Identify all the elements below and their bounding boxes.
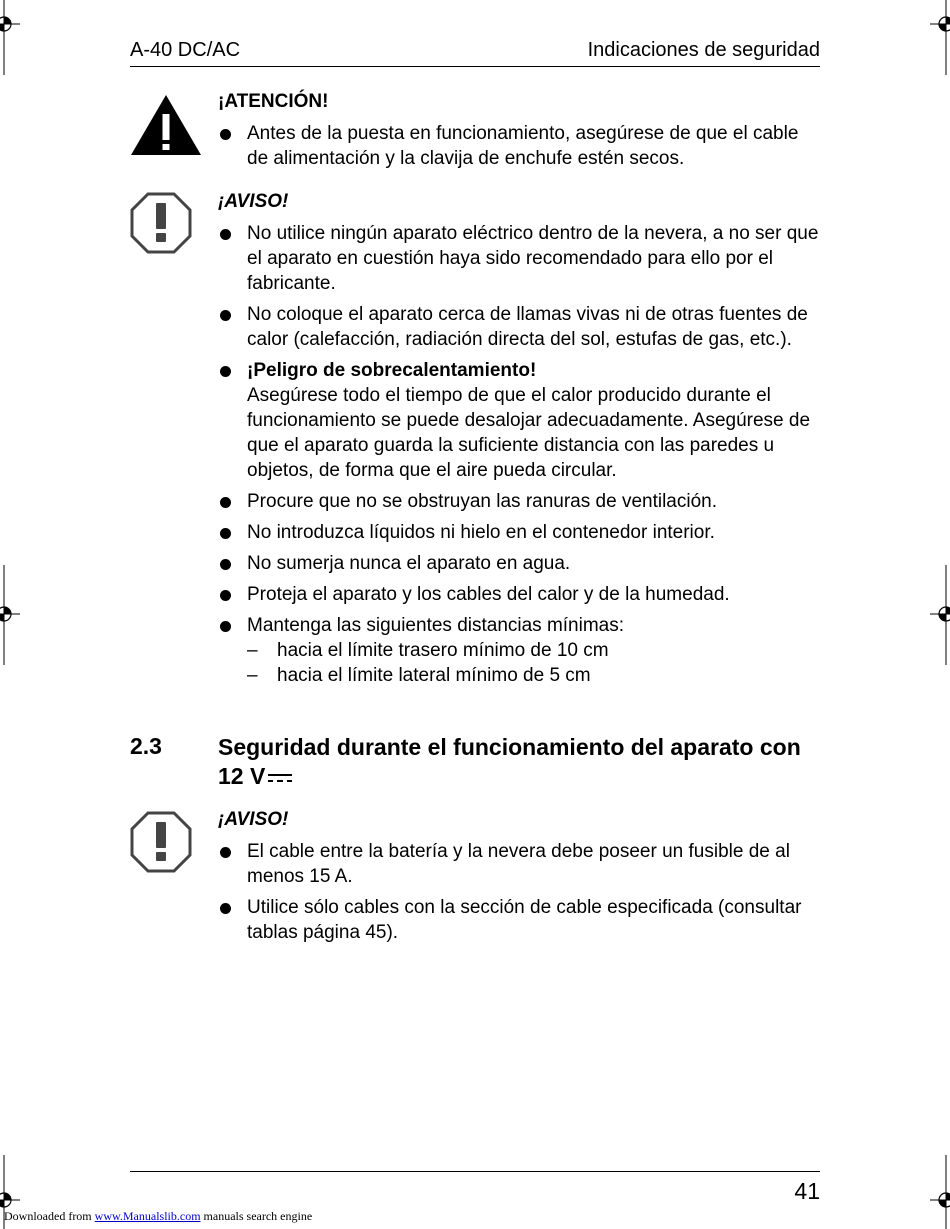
list-item: Antes de la puesta en funcionamiento, asegúrese de que el cable de alimentación y la clavija de enchufe estén secos. (218, 121, 823, 171)
registration-mark-icon (930, 0, 950, 80)
distance-text: hacia el límite trasero mínimo de 10 cm (277, 640, 609, 661)
dc-symbol-icon (267, 771, 293, 785)
notice-octagon-icon (130, 811, 192, 873)
list-item (218, 358, 823, 483)
page-header (130, 38, 820, 67)
registration-mark-icon (0, 565, 20, 665)
overheat-warning-text: Asegúrese todo el tiempo de que el calor producido durante el funcionamiento se puede desalojar adecuadamente. Asegúrese de que el aparato guarda la suficiente distancia con las paredes u objetos, de forma que el aire pueda circular. (247, 385, 811, 481)
dash-marker: – (247, 665, 258, 686)
warning-title: ¡ATENCIÓN! (218, 91, 329, 112)
distance-item (247, 663, 823, 688)
notice-title: ¡AVISO! (218, 809, 289, 830)
list-item: Proteja el aparato y los cables del calor y de la humedad. (218, 582, 823, 607)
notice-list (218, 221, 823, 694)
section-title (218, 733, 818, 791)
registration-mark-icon (930, 565, 950, 665)
warning-triangle-icon (130, 94, 202, 156)
registration-mark-icon (0, 0, 20, 80)
distances-intro: Mantenga las siguientes distancias mínimas: (247, 615, 625, 636)
list-item: Procure que no se obstruyan las ranuras de ventilación. (218, 489, 823, 514)
header-section-title: Indicaciones de seguridad (587, 39, 820, 61)
footer-divider (130, 1171, 820, 1172)
overheat-warning-title: ¡Peligro de sobrecalentamiento! (247, 360, 537, 381)
list-item: No coloque el aparato cerca de llamas vivas ni de otras fuentes de calor (calefacción, radiación directa del sol, estufas de gas, etc.). (218, 302, 823, 352)
manualslib-link[interactable]: www.Manualslib.com (94, 1209, 201, 1223)
download-note-suffix: manuals search engine (200, 1209, 313, 1223)
notice-title: ¡AVISO! (218, 191, 289, 212)
warning-list (218, 121, 823, 177)
distance-text: hacia el límite lateral mínimo de 5 cm (277, 665, 591, 686)
registration-mark-icon (930, 1155, 950, 1229)
header-model: A-40 DC/AC (130, 39, 241, 61)
list-item: No introduzca líquidos ni hielo en el contenedor interior. (218, 520, 823, 545)
download-note-prefix: Downloaded from (4, 1209, 95, 1223)
section-title-text: Seguridad durante el funcionamiento del aparato con 12 V (218, 734, 801, 789)
page-number: 41 (794, 1178, 820, 1204)
list-item: Utilice sólo cables con la sección de cable especificada (consultar tablas página 45). (218, 895, 823, 945)
notice-octagon-icon (130, 192, 192, 254)
list-item (218, 613, 823, 688)
list-item: No sumerja nunca el aparato en agua. (218, 551, 823, 576)
notice-list (218, 839, 823, 951)
list-item: El cable entre la batería y la nevera debe poseer un fusible de al menos 15 A. (218, 839, 823, 889)
download-note (4, 1209, 312, 1224)
dash-marker: – (247, 640, 258, 661)
list-item: No utilice ningún aparato eléctrico dentro de la nevera, a no ser que el aparato en cuestión haya sido recomendado para ello por el fabricante. (218, 221, 823, 296)
section-number: 2.3 (130, 733, 162, 759)
distance-item (247, 638, 823, 663)
